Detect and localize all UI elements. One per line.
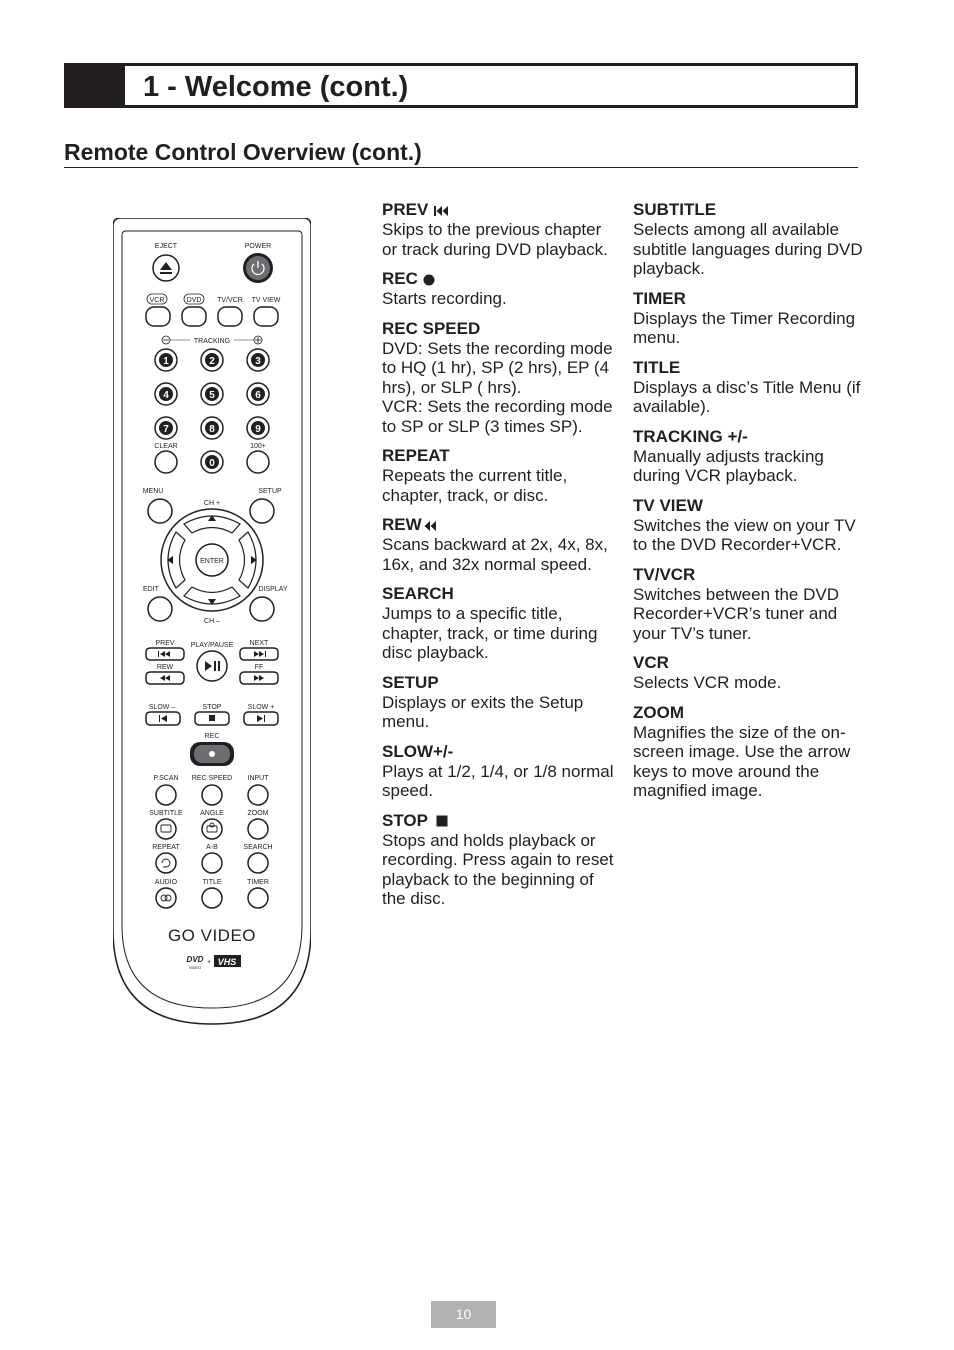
repeat-button: [156, 853, 176, 873]
entry-tv-vcr: [633, 565, 863, 644]
digit-4-label: 4: [163, 390, 169, 401]
label-input: INPUT: [247, 775, 269, 782]
entry-description-vcr: VCR: Sets the recording mode to SP or SLP (3 times SP).: [382, 397, 613, 436]
stop-square-icon: [436, 815, 448, 827]
entry-rec-speed: [382, 319, 614, 437]
pscan-button: [156, 785, 176, 805]
entry-description: Manually adjusts tracking during VCR playback.: [633, 446, 824, 485]
entry-description: Switches between the DVD Recorder+VCR’s tuner and your TV’s tuner.: [633, 584, 839, 643]
entry-term: REC SPEED: [382, 318, 481, 338]
entry-term: SETUP: [382, 672, 439, 692]
entry-description: Displays the Timer Recording menu.: [633, 308, 856, 347]
label-ab: A-B: [206, 844, 218, 851]
entry-subtitle: [633, 200, 863, 279]
label-repeat: REPEAT: [152, 844, 180, 851]
label-zoom: ZOOM: [247, 810, 269, 817]
chapter-header-block: [67, 66, 125, 105]
label-prev: PREV: [155, 640, 175, 647]
rec-dot-icon: [209, 751, 215, 757]
entry-term: VCR: [633, 653, 669, 672]
menu-button: [148, 499, 172, 523]
label-edit: EDIT: [143, 586, 159, 593]
tvview-button: [254, 307, 278, 326]
digit-3-label: 3: [255, 356, 261, 367]
entry-description: Jumps to a specific title, chapter, track, or time during disc playback.: [382, 604, 598, 662]
label-subtitle: SUBTITLE: [149, 810, 183, 817]
label-display: DISPLAY: [258, 586, 288, 593]
vhs-logo: VHS: [217, 957, 237, 967]
entry-setup: [382, 673, 614, 732]
section-title: Remote Control Overview (cont.): [64, 139, 422, 165]
zoom-button: [248, 819, 268, 839]
label-pscan: P.SCAN: [153, 775, 179, 782]
label-power: POWER: [244, 243, 272, 250]
eject-button: [153, 255, 179, 281]
page-number: 10: [431, 1301, 496, 1328]
digit-1-label: 1: [163, 356, 169, 367]
display-button: [250, 597, 274, 621]
entry-tracking: [633, 427, 863, 486]
entry-description: Switches the view on your TV to the DVD Recorder+VCR.: [633, 515, 856, 554]
label-recspeed: REC SPEED: [191, 775, 233, 782]
digit-6-label: 6: [255, 390, 261, 401]
digit-8-label: 8: [209, 424, 215, 435]
digit-0-label: 0: [209, 458, 215, 469]
entry-tv-view: [633, 496, 863, 555]
label-chplus: CH +: [203, 500, 221, 507]
entry-description: Displays or exits the Setup menu.: [382, 692, 584, 731]
entry-term: TITLE: [633, 357, 681, 377]
entry-search: [382, 584, 614, 663]
label-tvview: TV VIEW: [251, 297, 281, 304]
entry-description: Selects VCR mode.: [633, 673, 782, 692]
svg-text:+: +: [206, 959, 212, 966]
entry-term: STOP: [382, 811, 614, 831]
edit-button: [148, 597, 172, 621]
brand-logo: GO VIDEO: [167, 926, 257, 945]
descriptions-right-column: [633, 200, 863, 811]
label-slowplus: SLOW +: [247, 704, 275, 711]
recspeed-button: [202, 785, 222, 805]
entry-term: SEARCH: [382, 584, 454, 603]
chapter-title: 1 - Welcome (cont.): [143, 71, 409, 103]
label-ff: FF: [254, 664, 264, 671]
entry-vcr: [633, 653, 863, 693]
entry-rew: [382, 515, 614, 574]
label-audio: AUDIO: [154, 879, 178, 886]
entry-description: DVD: Sets the recording mode to HQ (1 hr), SP (2 hrs), EP (4 hrs), or SLP ( hrs).: [382, 338, 613, 397]
entry-term: TV/VCR: [633, 564, 696, 584]
entry-zoom: [633, 703, 863, 801]
input-button: [248, 785, 268, 805]
digit-9-label: 9: [255, 424, 261, 435]
digit-5-label: 5: [209, 390, 215, 401]
entry-term: REW: [382, 515, 614, 535]
entry-term: TRACKING +/-: [633, 426, 748, 446]
dvd-video-logo: VIDEO: [188, 965, 202, 970]
vcr-button: [146, 307, 170, 326]
entry-timer: [633, 289, 863, 348]
record-dot-icon: [423, 274, 435, 286]
entry-description: Displays a disc’s Title Menu (if available).: [633, 377, 861, 416]
entry-term: SUBTITLE: [633, 200, 717, 219]
stop-icon: [209, 715, 215, 721]
remote-control-illustration: [113, 218, 311, 1025]
search-button: [248, 853, 268, 873]
entry-description: Starts recording.: [382, 289, 507, 308]
entry-description: Selects among all available subtitle languages during DVD playback.: [633, 220, 863, 278]
setup-button: [250, 499, 274, 523]
label-chminus: CH –: [204, 618, 220, 625]
label-vcr: VCR: [149, 297, 165, 304]
section-divider: [64, 167, 858, 168]
entry-term: TIMER: [633, 288, 686, 308]
entry-prev: [382, 200, 614, 259]
entry-slow: [382, 742, 614, 801]
label-dvd: DVD: [186, 297, 202, 304]
label-rew: REW: [156, 664, 174, 671]
label-playpause: PLAY/PAUSE: [190, 642, 234, 649]
entry-description: Skips to the previous chapter or track during DVD playback.: [382, 220, 608, 259]
title-button: [202, 888, 222, 908]
label-slowminus: SLOW –: [148, 704, 176, 711]
hundred-plus-button: [247, 451, 269, 473]
dvd-logo: DVD: [186, 955, 204, 964]
entry-description: Magnifies the size of the on-screen image. Use the arrow keys to move around the magnified image.: [633, 722, 851, 800]
entry-description: Repeats the current title, chapter, track, or disc.: [382, 466, 568, 505]
label-tracking: TRACKING: [193, 338, 231, 345]
entry-term: SLOW+/-: [382, 741, 454, 761]
label-tvvcr: TV/VCR: [217, 297, 243, 304]
label-search: SEARCH: [243, 844, 273, 851]
entry-description: Stops and holds playback or recording. Press again to reset playback to the beginning of the disc.: [382, 830, 614, 908]
label-clear: CLEAR: [154, 443, 178, 450]
entry-stop: [382, 811, 614, 909]
entry-description: Scans backward at 2x, 4x, 8x, 16x, and 32x normal speed.: [382, 535, 608, 574]
ab-button: [202, 853, 222, 873]
digit-2-label: 2: [209, 356, 215, 367]
entry-term: REPEAT: [382, 446, 450, 465]
prev-icon: [433, 205, 449, 217]
tvvcr-button: [218, 307, 242, 326]
label-hundred: 100+: [250, 443, 266, 450]
rewind-icon: [423, 520, 437, 532]
descriptions-left-column: [382, 200, 614, 919]
subtitle-button: [156, 819, 176, 839]
label-angle: ANGLE: [200, 810, 224, 817]
label-setup: SETUP: [258, 488, 282, 495]
dvd-button: [182, 307, 206, 326]
label-eject: EJECT: [154, 243, 178, 250]
label-next: NEXT: [249, 640, 269, 647]
label-stop: STOP: [202, 704, 222, 711]
label-title: TITLE: [202, 879, 222, 886]
entry-title: [633, 358, 863, 417]
entry-term: PREV: [382, 200, 614, 220]
angle-button: [202, 819, 222, 839]
timer-button: [248, 888, 268, 908]
clear-button: [155, 451, 177, 473]
label-enter: ENTER: [200, 558, 224, 565]
entry-description: Plays at 1/2, 1/4, or 1/8 normal speed.: [382, 761, 614, 800]
label-rec: REC: [204, 733, 220, 740]
entry-term: TV VIEW: [633, 495, 703, 515]
label-timer: TIMER: [247, 879, 269, 886]
entry-repeat: [382, 446, 614, 505]
chapter-header: [64, 63, 858, 108]
entry-term: REC: [382, 269, 614, 289]
power-button: [243, 253, 273, 283]
digit-7-label: 7: [163, 424, 169, 435]
label-menu: MENU: [142, 488, 164, 495]
entry-term: ZOOM: [633, 702, 684, 722]
entry-rec: [382, 269, 614, 309]
audio-button: [156, 888, 176, 908]
